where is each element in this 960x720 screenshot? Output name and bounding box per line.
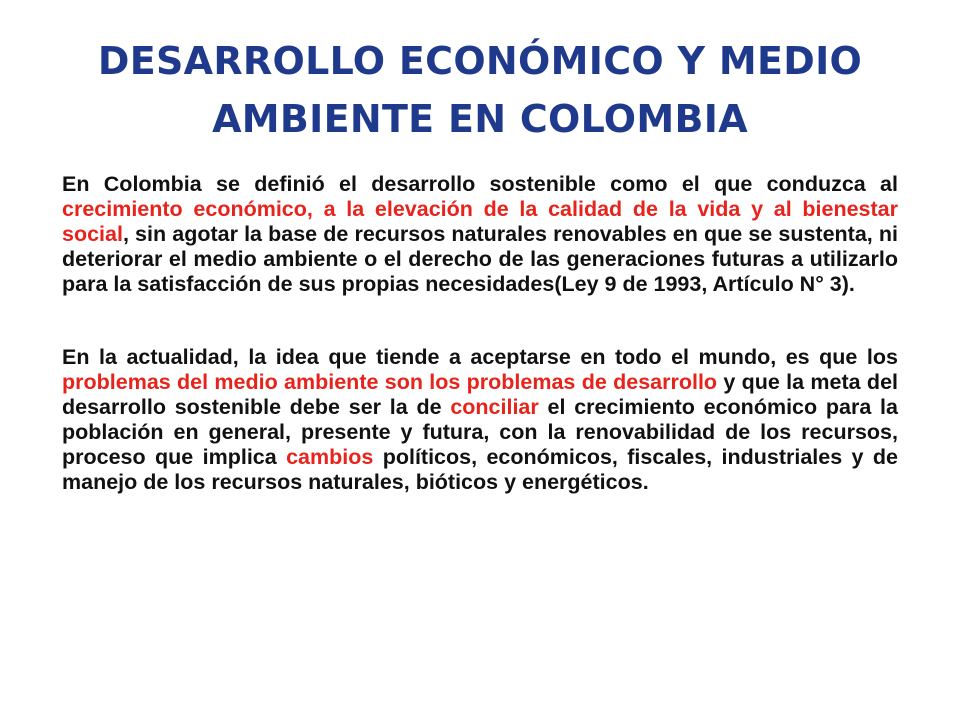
slide-title-line-1: DESARROLLO ECONÓMICO Y MEDIO [97, 39, 863, 83]
slide-body [62, 172, 898, 495]
slide-title-line-2: AMBIENTE EN COLOMBIA [212, 97, 748, 141]
paragraph-2-highlight-3: cambios [286, 445, 374, 469]
paragraph-1 [62, 172, 898, 297]
paragraph-2-text-3: el crecimiento económico para la población en general, presente y futura, con la renovabilidad de los recursos, proceso que implica [62, 395, 898, 469]
paragraph-1-text-2: , sin agotar la base de recursos naturales renovables en que se sustenta, ni deteriorar el medio ambiente o el derecho de las generaciones futuras a utilizarlo para la satisfacción de sus propias necesidades(Ley 9 de 1993, Artículo N° 3). [62, 222, 898, 296]
paragraph-2-text-2: y que la meta del desarrollo sostenible debe ser la de [62, 370, 898, 419]
slide-title [40, 32, 920, 148]
paragraph-1-text-1: En Colombia se definió el desarrollo sostenible como el que conduzca al [62, 172, 898, 196]
paragraph-2-highlight-2: conciliar [450, 395, 539, 419]
paragraph-1-highlight: crecimiento económico, a la elevación de la calidad de la vida y al bienestar social [62, 197, 898, 246]
paragraph-2-highlight-1: problemas del medio ambiente son los problemas de desarrollo [62, 370, 718, 394]
paragraph-2 [62, 345, 898, 495]
paragraph-2-text-4: políticos, económicos, fiscales, industriales y de manejo de los recursos naturales, bióticos y energéticos. [62, 445, 898, 494]
paragraph-2-text-1: En la actualidad, la idea que tiende a aceptarse en todo el mundo, es que los [62, 345, 898, 369]
